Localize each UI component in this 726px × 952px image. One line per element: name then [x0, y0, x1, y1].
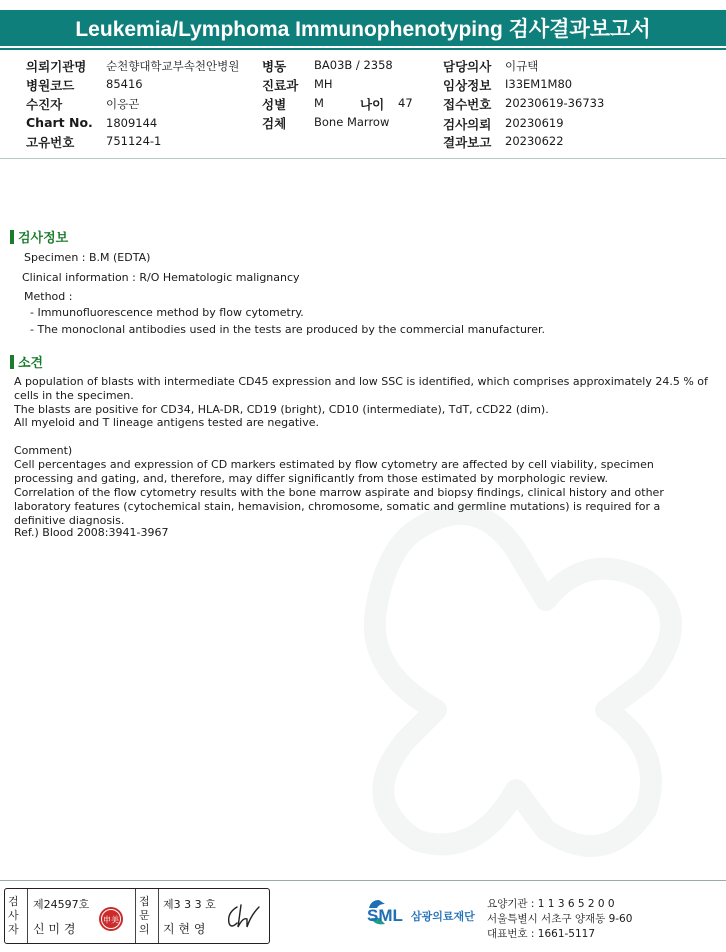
- chart-label: Chart No.: [26, 115, 93, 130]
- age-label: 나이: [360, 97, 385, 112]
- logo-text: SML: [367, 906, 403, 925]
- org-name: 삼광의료재단: [411, 910, 475, 923]
- tester-seal-stamp: [97, 905, 125, 933]
- request-date-label: 검사의뢰: [443, 117, 492, 132]
- receipt-value: 20230619-36733: [505, 96, 605, 110]
- org-code: 요양기관 : 1 1 3 6 5 2 0 0: [487, 898, 615, 910]
- confirmer-name: 지 현 영: [163, 922, 206, 936]
- header-divider: [0, 158, 726, 159]
- specimen-type-value: Bone Marrow: [314, 115, 390, 129]
- age-value: 47: [398, 96, 413, 110]
- org-phone: 대표번호 : 1661-5117: [487, 928, 596, 940]
- cell-divider: [135, 889, 136, 943]
- confirmer-signature: [223, 901, 263, 933]
- report-date-label: 결과보고: [443, 135, 492, 150]
- method-label: Method :: [24, 290, 73, 303]
- comment-paragraph: Correlation of the flow cytometry results with the bone marrow aspirate and biopsy findings, clinical history and other laboratory features (cytochemical stain, hemavision, chromosome, somatic and germline mutations) is required for a definitive diagnosis.: [14, 486, 664, 527]
- confirmer-license: 제3 3 3 호: [163, 898, 216, 911]
- method-item-text: The monoclonal antibodies used in the tests are produced by the commercial manufacturer.: [37, 323, 545, 336]
- findings-paragraph: The blasts are positive for CD34, HLA-DR, CD19 (bright), CD10 (intermediate), TdT, cCD22 (dim).: [14, 403, 549, 416]
- request-date-value: 20230619: [505, 116, 564, 130]
- exam-info-heading: [10, 227, 68, 246]
- section-marker: [10, 355, 14, 369]
- clinical-info-line: Clinical information : R/O Hematologic malignancy: [22, 271, 300, 284]
- sml-logo: [365, 896, 485, 930]
- sex-label: 성별: [262, 97, 287, 112]
- doctor-label: 담당의사: [443, 59, 492, 74]
- cell-divider: [27, 889, 28, 943]
- dept-value: MH: [314, 77, 333, 91]
- patient-value: 이응곤: [106, 97, 140, 111]
- seal-text: 申美: [103, 915, 119, 925]
- section-marker: [10, 230, 14, 244]
- org-address: 서울특별시 서초구 양재동 9-60: [487, 913, 633, 925]
- specimen-type-label: 검체: [262, 116, 287, 131]
- watermark-cross-logo: [326, 470, 726, 940]
- tester-name: 신 미 경: [33, 922, 76, 936]
- signature-box: [4, 888, 270, 944]
- unique-label: 고유번호: [26, 135, 75, 150]
- ward-value: BA03B / 2358: [314, 58, 393, 72]
- tester-license: 제24597호: [33, 898, 90, 911]
- method-item-text: Immunofluorescence method by flow cytometry.: [37, 306, 304, 319]
- patient-label: 수진자: [26, 97, 63, 112]
- findings-title: 소견: [18, 356, 44, 371]
- findings-heading: [10, 352, 43, 371]
- findings-paragraph: All myeloid and T lineage antigens tested are negative.: [14, 416, 319, 429]
- clinical-code-value: I33EM1M80: [505, 77, 573, 91]
- specimen-line: Specimen : B.M (EDTA): [24, 251, 151, 264]
- footer-divider: [0, 880, 726, 881]
- dept-label: 진료과: [262, 78, 299, 93]
- hospital-code-value: 85416: [106, 77, 143, 91]
- method-item: - Immunofluorescence method by flow cytometry.: [30, 306, 304, 319]
- sex-value: M: [314, 96, 324, 110]
- report-title: Leukemia/Lymphoma Immunophenotyping 검사결과보고서: [0, 10, 726, 46]
- institution-label: 의뢰기관명: [26, 59, 87, 74]
- chart-value: 1809144: [106, 116, 158, 130]
- receipt-label: 접수번호: [443, 97, 492, 112]
- confirmer-role-label: 접문의: [139, 895, 150, 936]
- clinical-code-label: 임상정보: [443, 78, 492, 93]
- method-item: - The monoclonal antibodies used in the tests are produced by the commercial manufacturer.: [30, 323, 545, 336]
- comment-label: Comment): [14, 444, 73, 457]
- findings-paragraph: A population of blasts with intermediate CD45 expression and low SSC is identified, which comprises approximately 24.5 % of cells in the specimen.: [14, 375, 708, 402]
- institution-value: 순천향대학교부속천안병원: [106, 59, 240, 73]
- comment-paragraph: Cell percentages and expression of CD markers estimated by flow cytometry are affected by cell viability, specimen processing and gating, and, therefore, may differ significantly from those estimated by morphologic review.: [14, 458, 654, 485]
- report-date-value: 20230622: [505, 134, 564, 148]
- tester-role-label: 검사자: [8, 895, 19, 936]
- title-divider: [0, 48, 726, 50]
- reference-line: Ref.) Blood 2008:3941-3967: [14, 526, 169, 539]
- doctor-value: 이규택: [505, 59, 539, 73]
- cell-divider: [158, 889, 159, 943]
- hospital-code-label: 병원코드: [26, 78, 75, 93]
- ward-label: 병동: [262, 59, 287, 74]
- unique-value: 751124-1: [106, 134, 162, 148]
- exam-info-title: 검사정보: [18, 231, 69, 246]
